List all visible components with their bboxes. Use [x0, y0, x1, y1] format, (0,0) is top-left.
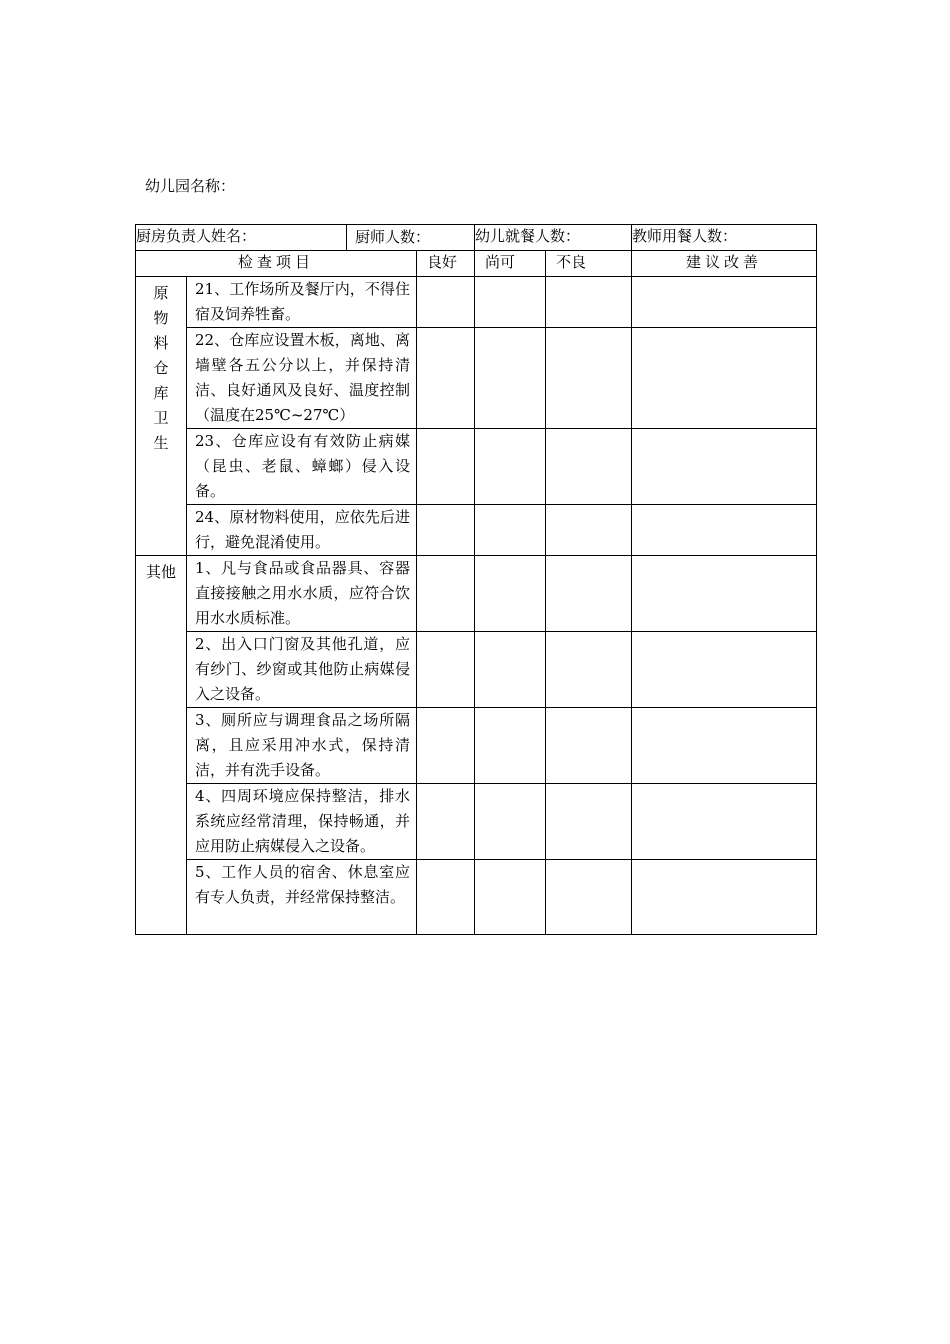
- column-header-suggest: 建议改善: [632, 251, 817, 277]
- info-row: [136, 225, 817, 251]
- suggest-cell[interactable]: [632, 556, 817, 632]
- good-cell[interactable]: [417, 632, 475, 708]
- good-cell[interactable]: [417, 277, 475, 328]
- suggest-cell[interactable]: [632, 429, 817, 505]
- fair-cell[interactable]: [475, 505, 546, 556]
- check-item: 5、工作人员的宿舍、休息室应有专人负责，并经常保持整洁。: [187, 860, 417, 935]
- kitchen-head-field[interactable]: 厨房负责人姓名：: [136, 225, 475, 251]
- fair-cell[interactable]: [475, 708, 546, 784]
- chef-count-divider: [346, 224, 347, 250]
- good-cell[interactable]: [417, 429, 475, 505]
- category-label: 其他: [145, 563, 176, 581]
- bad-cell[interactable]: [546, 429, 632, 505]
- bad-cell[interactable]: [546, 632, 632, 708]
- check-item: 4、四周环境应保持整洁，排水系统应经常清理，保持畅通，并应用防止病媒侵入之设备。: [187, 784, 417, 860]
- table-row: [136, 556, 817, 632]
- fair-cell[interactable]: [475, 556, 546, 632]
- good-cell[interactable]: [417, 708, 475, 784]
- check-item: 1、凡与食品或食品器具、容器直接接触之用水水质，应符合饮用水水质标准。: [187, 556, 417, 632]
- bad-cell[interactable]: [546, 784, 632, 860]
- check-item: 2、出入口门窗及其他孔道，应有纱门、纱窗或其他防止病媒侵入之设备。: [187, 632, 417, 708]
- table-row: [136, 277, 817, 328]
- chef-count-field[interactable]: [475, 225, 632, 251]
- check-item: 21、工作场所及餐厅内，不得住宿及饲养牲畜。: [187, 277, 417, 328]
- bad-cell[interactable]: [546, 277, 632, 328]
- good-cell[interactable]: [417, 860, 475, 935]
- check-item: 3、厕所应与调理食品之场所隔离，且应采用冲水式，保持清洁，并有洗手设备。: [187, 708, 417, 784]
- fair-cell[interactable]: [475, 860, 546, 935]
- check-item: 22、仓库应设置木板，离地、离墙壁各五公分以上，并保持清洁、良好通风及良好、温度控制（温度在25℃~27℃）: [187, 328, 417, 429]
- column-header-bad: 不良: [546, 251, 632, 277]
- kindergarten-name-label: 幼儿园名称：: [145, 177, 236, 195]
- fair-cell[interactable]: [475, 784, 546, 860]
- fair-cell[interactable]: [475, 277, 546, 328]
- category-other: [136, 556, 187, 935]
- bad-cell[interactable]: [546, 860, 632, 935]
- column-header-good: 良好: [417, 251, 475, 277]
- bad-cell[interactable]: [546, 556, 632, 632]
- bad-cell[interactable]: [546, 505, 632, 556]
- fair-cell[interactable]: [475, 632, 546, 708]
- bad-cell[interactable]: [546, 328, 632, 429]
- suggest-cell[interactable]: [632, 708, 817, 784]
- good-cell[interactable]: [417, 328, 475, 429]
- column-header-row: [136, 251, 817, 277]
- fair-cell[interactable]: [475, 429, 546, 505]
- bad-cell[interactable]: [546, 708, 632, 784]
- good-cell[interactable]: [417, 505, 475, 556]
- child-diners-label: 幼儿就餐人数：: [475, 227, 581, 245]
- category-warehouse: [136, 277, 187, 556]
- suggest-cell[interactable]: [632, 632, 817, 708]
- chef-count-label: 厨师人数：: [355, 228, 431, 246]
- suggest-cell[interactable]: [632, 860, 817, 935]
- table-row: [136, 860, 817, 935]
- table-row: [136, 632, 817, 708]
- suggest-cell[interactable]: [632, 784, 817, 860]
- hygiene-checklist-table: [135, 224, 817, 935]
- table-row: [136, 328, 817, 429]
- suggest-cell[interactable]: [632, 277, 817, 328]
- column-header-fair: 尚可: [475, 251, 546, 277]
- teacher-diners-field[interactable]: 教师用餐人数：: [632, 225, 817, 251]
- category-label: 原物料仓库卫生: [153, 284, 169, 452]
- good-cell[interactable]: [417, 556, 475, 632]
- column-header-item: 检查项目: [136, 251, 417, 277]
- table-row: [136, 429, 817, 505]
- table-row: [136, 708, 817, 784]
- check-item: 24、原材物料使用，应依先后进行，避免混淆使用。: [187, 505, 417, 556]
- good-cell[interactable]: [417, 784, 475, 860]
- table-row: [136, 784, 817, 860]
- check-item: 23、仓库应设有有效防止病媒（昆虫、老鼠、蟑螂）侵入设备。: [187, 429, 417, 505]
- suggest-cell[interactable]: [632, 328, 817, 429]
- table-row: [136, 505, 817, 556]
- suggest-cell[interactable]: [632, 505, 817, 556]
- fair-cell[interactable]: [475, 328, 546, 429]
